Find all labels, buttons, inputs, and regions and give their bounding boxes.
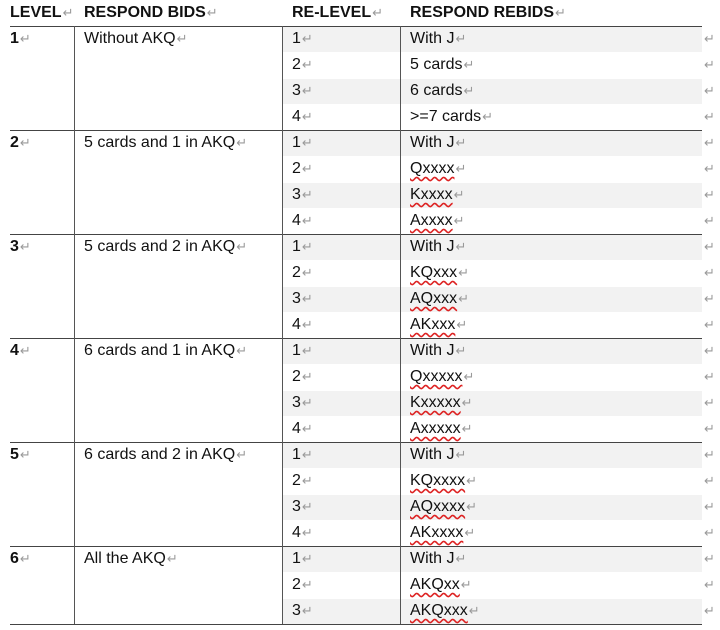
re-level-cell [292,468,313,494]
paragraph-mark: ↵ [466,499,478,514]
respond-rebid-value: With J [410,134,455,151]
paragraph-mark: ↵ [301,473,313,488]
re-level-value: 3 [292,82,301,99]
re-level-cell [292,130,313,156]
paragraph-mark: ↵ [455,447,467,462]
re-level-cell [292,182,313,208]
paragraph-mark: ↵ [236,135,248,150]
paragraph-mark: ↵ [461,395,473,410]
paragraph-mark: ↵ [19,343,31,358]
respond-rebid-cell [410,26,466,52]
re-level-cell [292,494,313,520]
row-end-mark: ↵ [704,135,715,150]
respond-rebid-value: Axxxx [410,212,453,229]
row-shading [283,391,702,416]
respond-rebid-value: AKxxxx [410,524,464,541]
paragraph-mark: ↵ [301,369,313,384]
paragraph-mark: ↵ [372,5,384,20]
row-end-mark: ↵ [704,343,715,358]
paragraph-mark: ↵ [455,343,467,358]
respond-bid-text: 5 cards and 1 in AKQ [84,134,236,151]
level-number [10,546,31,572]
paragraph-mark: ↵ [301,421,313,436]
respond-rebid-cell [410,52,474,78]
re-level-value: 3 [292,602,301,619]
paragraph-mark: ↵ [301,109,313,124]
paragraph-mark: ↵ [463,83,475,98]
level-value: 6 [10,550,19,567]
respond-bid [84,130,247,156]
paragraph-mark: ↵ [19,239,31,254]
respond-rebid-value: KQxxx [410,264,458,281]
column-divider [74,26,75,624]
level-value: 5 [10,446,19,463]
paragraph-mark: ↵ [301,239,313,254]
row-shading [283,235,702,260]
re-level-cell [292,312,313,338]
respond-bid [84,234,247,260]
re-level-value: 2 [292,576,301,593]
respond-rebid-value: Axxxxx [410,420,461,437]
paragraph-mark: ↵ [301,499,313,514]
respond-rebid-cell [410,130,466,156]
header-respond-bids: RESPOND BIDS↵ [84,4,218,21]
row-end-mark: ↵ [704,447,715,462]
re-level-value: 4 [292,524,301,541]
re-level-value: 2 [292,56,301,73]
respond-rebid-cell [410,182,465,208]
paragraph-mark: ↵ [19,31,31,46]
paragraph-mark: ↵ [236,343,248,358]
paragraph-mark: ↵ [463,57,475,72]
re-level-value: 3 [292,290,301,307]
re-level-cell [292,260,313,286]
respond-rebid-cell [410,520,475,546]
respond-rebid-value: AKQxxx [410,602,468,619]
respond-rebid-cell [410,390,473,416]
row-shading [283,27,702,52]
paragraph-mark: ↵ [301,343,313,358]
respond-bid-text: All the AKQ [84,550,166,567]
paragraph-mark: ↵ [555,5,566,20]
paragraph-mark: ↵ [466,473,478,488]
paragraph-mark: ↵ [301,161,313,176]
re-level-cell [292,546,313,572]
respond-rebid-cell [410,442,466,468]
row-end-mark: ↵ [704,187,715,202]
paragraph-mark: ↵ [453,213,465,228]
paragraph-mark: ↵ [206,5,218,20]
re-level-cell [292,234,313,260]
respond-bid-text: 5 cards and 2 in AKQ [84,238,236,255]
respond-rebid-cell [410,260,469,286]
paragraph-mark: ↵ [301,265,313,280]
row-end-mark: ↵ [704,473,715,488]
respond-rebid-value: >=7 cards [410,108,482,125]
row-end-mark: ↵ [704,551,715,566]
row-end-mark: ↵ [704,83,715,98]
level-value: 3 [10,238,19,255]
level-value: 1 [10,30,19,47]
re-level-cell [292,156,313,182]
row-end-mark: ↵ [704,369,715,384]
row-end-mark: ↵ [704,317,715,332]
respond-rebid-value: Kxxxx [410,186,453,203]
level-number [10,26,31,52]
paragraph-mark: ↵ [455,161,467,176]
paragraph-mark: ↵ [455,135,467,150]
row-end-mark: ↵ [704,577,715,592]
respond-rebid-cell [410,364,474,390]
paragraph-mark: ↵ [301,317,313,332]
respond-rebid-cell [410,234,466,260]
paragraph-mark: ↵ [301,291,313,306]
re-level-value: 2 [292,264,301,281]
respond-rebid-value: 6 cards [410,82,463,99]
re-level-value: 2 [292,160,301,177]
respond-bid-text: 6 cards and 2 in AKQ [84,446,236,463]
paragraph-mark: ↵ [19,135,31,150]
respond-rebid-value: With J [410,30,455,47]
row-end-mark: ↵ [704,213,715,228]
row-shading [283,79,702,104]
re-level-cell [292,104,313,130]
paragraph-mark: ↵ [463,369,475,384]
respond-bid-text: Without AKQ [84,30,176,47]
respond-rebid-cell [410,598,480,624]
row-end-mark: ↵ [704,109,715,124]
respond-rebid-value: KQxxxx [410,472,466,489]
respond-rebid-cell [410,286,469,312]
paragraph-mark: ↵ [455,239,467,254]
paragraph-mark: ↵ [456,317,468,332]
respond-rebid-cell [410,104,493,130]
respond-rebid-value: AQxxxx [410,498,466,515]
paragraph-mark: ↵ [458,265,470,280]
level-number [10,338,31,364]
re-level-value: 3 [292,186,301,203]
re-level-value: 1 [292,342,301,359]
row-shading [283,495,702,520]
paragraph-mark: ↵ [455,31,467,46]
paragraph-mark: ↵ [236,447,248,462]
row-shading [283,287,702,312]
re-level-value: 4 [292,316,301,333]
re-level-cell [292,520,313,546]
respond-rebid-value: AKxxx [410,316,456,333]
re-level-value: 1 [292,238,301,255]
respond-rebid-value: 5 cards [410,56,463,73]
level-value: 2 [10,134,19,151]
respond-rebid-value: With J [410,446,455,463]
table-bottom-border [10,624,702,625]
header-level: LEVEL↵ [10,4,74,21]
re-level-value: 4 [292,212,301,229]
respond-bid [84,546,178,572]
paragraph-mark: ↵ [166,551,178,566]
re-level-value: 1 [292,30,301,47]
paragraph-mark: ↵ [19,551,31,566]
row-end-mark: ↵ [704,239,715,254]
re-level-value: 1 [292,446,301,463]
paragraph-mark: ↵ [301,577,313,592]
paragraph-mark: ↵ [301,551,313,566]
re-level-cell [292,364,313,390]
row-end-mark: ↵ [704,291,715,306]
re-level-cell [292,78,313,104]
row-shading [283,547,702,572]
column-divider [282,26,283,624]
respond-rebid-value: Qxxxx [410,160,455,177]
re-level-cell [292,390,313,416]
paragraph-mark: ↵ [301,525,313,540]
paragraph-mark: ↵ [301,83,313,98]
respond-rebid-value: AQxxx [410,290,458,307]
paragraph-mark: ↵ [301,213,313,228]
respond-rebid-value: With J [410,550,455,567]
column-divider [400,26,401,624]
paragraph-mark: ↵ [62,5,74,20]
respond-rebid-cell [410,208,465,234]
paragraph-mark: ↵ [301,187,313,202]
row-end-mark: ↵ [704,421,715,436]
respond-rebid-value: With J [410,238,455,255]
row-end-mark: ↵ [704,525,715,540]
level-value: 4 [10,342,19,359]
paragraph-mark: ↵ [19,447,31,462]
row-end-mark: ↵ [704,57,715,72]
row-end-mark: ↵ [704,395,715,410]
header-re-level: RE-LEVEL↵ [292,4,384,21]
paragraph-mark: ↵ [461,421,473,436]
re-level-value: 3 [292,498,301,515]
row-end-mark: ↵ [704,31,715,46]
re-level-cell [292,338,313,364]
paragraph-mark: ↵ [301,57,313,72]
re-level-cell [292,572,313,598]
level-number [10,442,31,468]
paragraph-mark: ↵ [301,447,313,462]
re-level-cell [292,286,313,312]
respond-rebid-cell [410,312,467,338]
respond-rebid-cell [410,572,472,598]
respond-bid [84,26,188,52]
respond-bid [84,338,247,364]
paragraph-mark: ↵ [455,551,467,566]
re-level-cell [292,26,313,52]
header-row [10,0,710,26]
row-end-mark: ↵ [704,161,715,176]
re-level-cell [292,442,313,468]
level-number [10,234,31,260]
row-shading [283,131,702,156]
paragraph-mark: ↵ [468,603,480,618]
paragraph-mark: ↵ [176,31,188,46]
respond-rebid-cell [410,546,466,572]
header-respond-rebids: RESPOND REBIDS↵ [410,4,566,21]
paragraph-mark: ↵ [301,31,313,46]
paragraph-mark: ↵ [236,239,248,254]
re-level-cell [292,416,313,442]
row-end-mark: ↵ [704,603,715,618]
paragraph-mark: ↵ [460,577,472,592]
row-shading [283,599,702,624]
respond-rebid-value: Qxxxxx [410,368,463,385]
respond-rebid-cell [410,416,473,442]
re-level-cell [292,52,313,78]
level-number [10,130,31,156]
respond-rebid-value: Kxxxxx [410,394,461,411]
re-level-value: 2 [292,472,301,489]
respond-rebid-cell [410,338,466,364]
paragraph-mark: ↵ [301,135,313,150]
respond-rebid-cell [410,468,477,494]
paragraph-mark: ↵ [453,187,465,202]
paragraph-mark: ↵ [301,603,313,618]
re-level-cell [292,208,313,234]
re-level-value: 2 [292,368,301,385]
row-end-mark: ↵ [704,499,715,514]
respond-bid [84,442,247,468]
re-level-value: 4 [292,108,301,125]
row-shading [283,183,702,208]
row-shading [283,339,702,364]
re-level-value: 1 [292,550,301,567]
respond-rebid-cell [410,156,466,182]
respond-rebid-cell [410,78,474,104]
re-level-value: 4 [292,420,301,437]
re-level-value: 1 [292,134,301,151]
paragraph-mark: ↵ [301,395,313,410]
respond-rebid-value: AKQxx [410,576,460,593]
row-shading [283,443,702,468]
re-level-value: 3 [292,394,301,411]
paragraph-mark: ↵ [458,291,470,306]
re-level-cell [292,598,313,624]
row-end-mark: ↵ [704,265,715,280]
respond-rebid-value: With J [410,342,455,359]
respond-bid-text: 6 cards and 1 in AKQ [84,342,236,359]
respond-rebid-cell [410,494,477,520]
paragraph-mark: ↵ [464,525,476,540]
paragraph-mark: ↵ [482,109,494,124]
